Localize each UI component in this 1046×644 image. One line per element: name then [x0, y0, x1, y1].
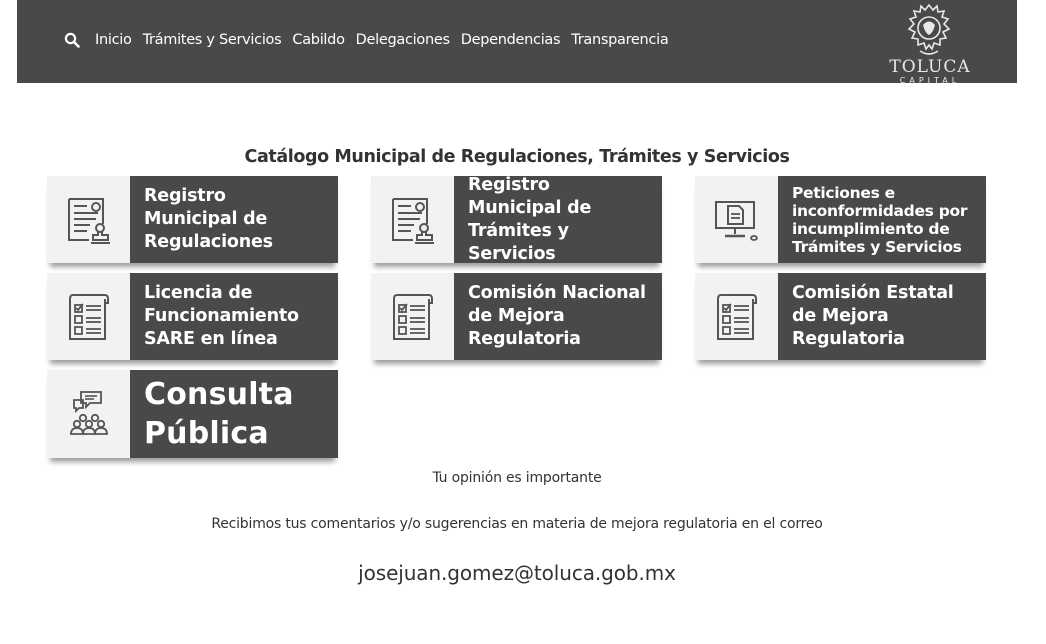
- opinion-text: Tu opinión es importante: [432, 470, 602, 486]
- document-stamp-icon: [387, 194, 439, 246]
- search-icon[interactable]: [64, 32, 80, 48]
- people-chat-icon: [61, 386, 117, 442]
- seal-icon: [906, 3, 952, 57]
- tile-label: Consulta Pública: [144, 377, 294, 451]
- checklist-icon: [711, 291, 763, 343]
- nav-links: [95, 30, 679, 50]
- tile-consulta-publica[interactable]: [47, 370, 338, 458]
- nav-link-delegaciones[interactable]: Delegaciones: [355, 32, 450, 48]
- logo-subtext: CAPITAL: [899, 76, 961, 85]
- checklist-icon: [63, 291, 115, 343]
- tile-label: Comisión Estatal de Mejora Regulatoria: [792, 283, 954, 349]
- contact-email[interactable]: josejuan.gomez@toluca.gob.mx: [358, 561, 676, 585]
- tile-comision-estatal[interactable]: [695, 273, 986, 360]
- checklist-icon: [387, 291, 439, 343]
- nav-link-tramites[interactable]: Trámites y Servicios: [142, 32, 282, 48]
- nav-link-cabildo[interactable]: Cabildo: [292, 32, 345, 48]
- tile-registro-tramites[interactable]: [371, 176, 662, 263]
- tile-registro-regulaciones[interactable]: [47, 176, 338, 263]
- computer-document-icon: [711, 194, 763, 246]
- catalog-title: Catálogo Municipal de Regulaciones, Trámites y Servicios: [244, 147, 790, 167]
- top-navbar: [17, 0, 1017, 83]
- logo-text: TOLUCA: [889, 57, 971, 77]
- tile-label: Comisión Nacional de Mejora Regulatoria: [468, 283, 646, 349]
- tile-label: Licencia de Funcionamiento SARE en línea: [144, 283, 299, 349]
- tile-comision-nacional[interactable]: [371, 273, 662, 360]
- toluca-logo[interactable]: [889, 3, 971, 83]
- nav-link-inicio[interactable]: Inicio: [95, 32, 132, 48]
- nav-link-transparencia[interactable]: Transparencia: [571, 32, 669, 48]
- tile-label: Peticiones e inconformidades por incumplimiento de Trámites y Servicios: [792, 183, 968, 256]
- nav-link-dependencias[interactable]: Dependencias: [460, 32, 561, 48]
- tile-label: Registro Municipal de Regulaciones: [144, 186, 273, 252]
- tile-licencia-sare[interactable]: [47, 273, 338, 360]
- tile-label: Registro Municipal de Trámites y Servicios: [468, 174, 592, 264]
- document-stamp-icon: [63, 194, 115, 246]
- tile-peticiones[interactable]: [695, 176, 986, 263]
- comments-text: Recibimos tus comentarios y/o sugerencias en materia de mejora regulatoria en el correo: [211, 516, 823, 532]
